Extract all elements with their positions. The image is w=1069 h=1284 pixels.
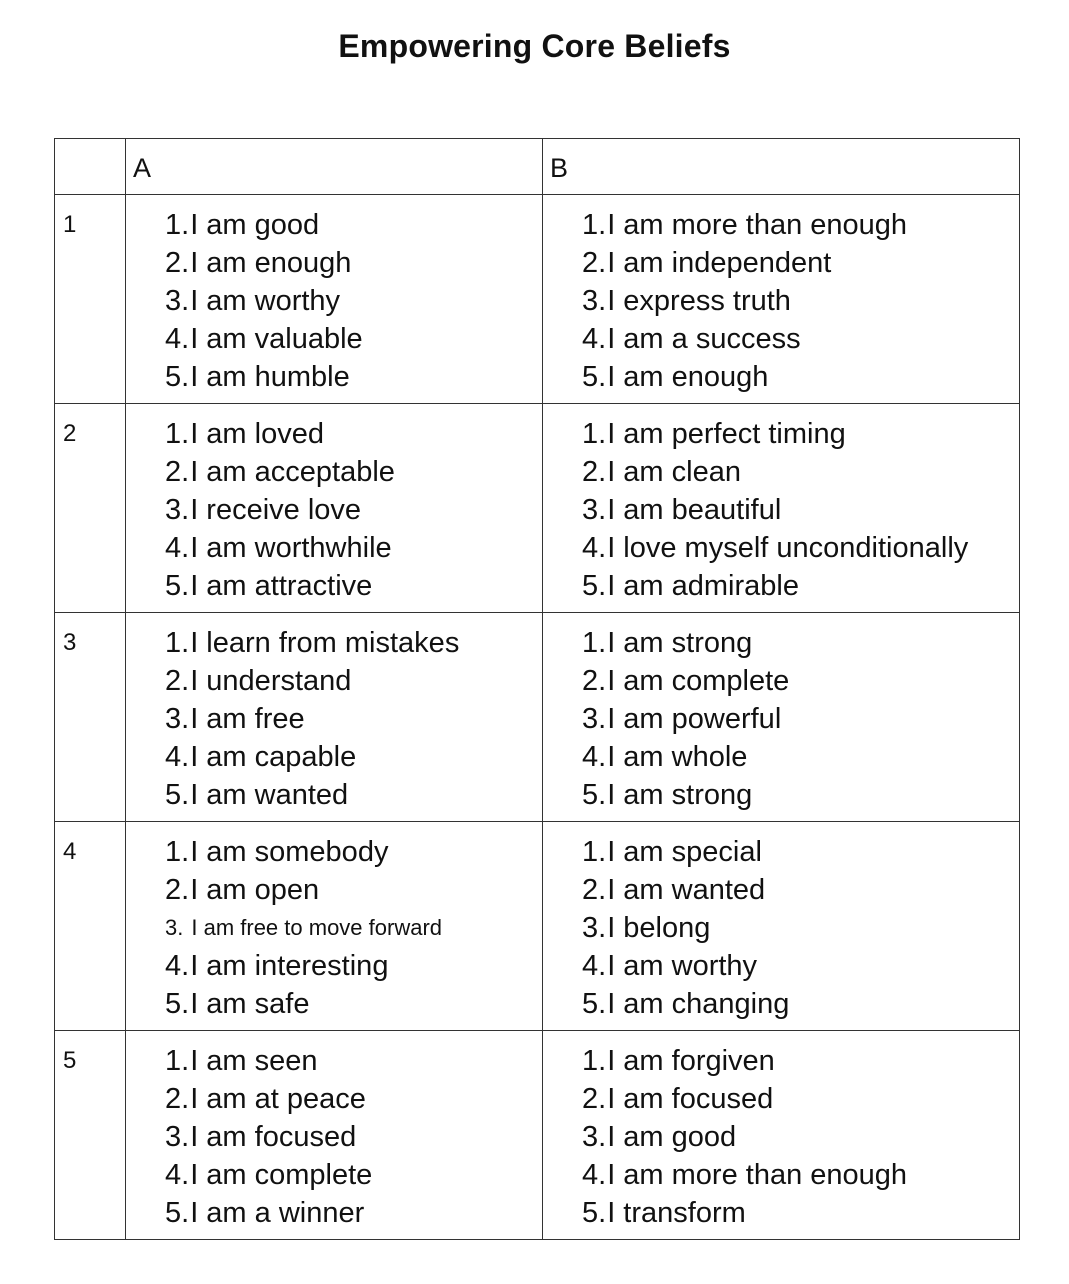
belief-list-item [582,947,1019,985]
belief-list-item [582,282,1019,320]
list-number: 1. [165,627,190,659]
belief-text: I am free [190,703,305,735]
belief-text: I transform [607,1197,746,1229]
list-number: 5. [165,988,190,1020]
list-number: 2. [165,1083,190,1115]
list-number: 2. [165,247,190,279]
list-number: 4. [165,323,190,355]
list-number: 1. [582,1045,607,1077]
cell-column-b [543,822,1020,1031]
list-number: 5. [165,570,190,602]
list-number: 5. [165,779,190,811]
list-number: 4. [165,1159,190,1191]
belief-text: I am wanted [607,874,766,906]
table-row [55,1031,1020,1240]
belief-text: I am good [607,1121,737,1153]
list-number: 1. [165,418,190,450]
belief-list-item [165,491,542,529]
table-row [55,822,1020,1031]
column-header-a: A [126,139,543,195]
belief-list-item [582,700,1019,738]
list-number: 2. [582,665,607,697]
belief-list-item [165,662,542,700]
belief-text: I am whole [607,741,748,773]
belief-text: I am complete [190,1159,373,1191]
cell-column-a [126,822,543,1031]
table-row [55,195,1020,404]
belief-text: I am at peace [190,1083,366,1115]
belief-text: I am somebody [190,836,389,868]
belief-list [126,404,542,605]
list-number: 5. [582,1197,607,1229]
list-number: 5. [582,988,607,1020]
belief-text: I am admirable [607,570,799,602]
belief-list-item [165,320,542,358]
belief-text: I am strong [607,627,753,659]
belief-text: I am valuable [190,323,363,355]
list-number: 3. [165,494,190,526]
belief-text: I am humble [190,361,350,393]
belief-text: I am interesting [190,950,389,982]
belief-text: I am independent [607,247,832,279]
list-number: 1. [582,627,607,659]
cell-column-b [543,1031,1020,1240]
belief-list-item [582,244,1019,282]
belief-list [543,822,1019,1023]
belief-text: I understand [190,665,352,697]
belief-text: I am focused [607,1083,774,1115]
list-number: 3. [165,703,190,735]
belief-text: I am free to move forward [191,915,443,940]
belief-list-item [165,529,542,567]
list-number: 2. [582,1083,607,1115]
belief-text: I am enough [190,247,352,279]
belief-text: I am complete [607,665,790,697]
belief-list-item [165,1042,542,1080]
belief-text: I am open [190,874,320,906]
list-number: 4. [582,741,607,773]
belief-list [126,613,542,814]
belief-list-item [582,206,1019,244]
belief-list [543,613,1019,814]
list-number: 4. [582,1159,607,1191]
list-number: 1. [582,209,607,241]
belief-text: I am powerful [607,703,782,735]
belief-list-item [165,453,542,491]
belief-list-item [582,567,1019,605]
belief-text: I express truth [607,285,791,317]
belief-list [543,404,1019,605]
belief-list-item [582,624,1019,662]
belief-list-item [165,909,542,947]
belief-text: I learn from mistakes [190,627,460,659]
belief-text: I am safe [190,988,310,1020]
belief-list [126,195,542,396]
belief-text: I am changing [607,988,790,1020]
belief-list-item [165,833,542,871]
belief-list-item [165,776,542,814]
cell-column-b [543,404,1020,613]
belief-list-item [582,1080,1019,1118]
row-number: 1 [55,195,126,404]
row-number: 5 [55,1031,126,1240]
belief-text: I am more than enough [607,1159,908,1191]
header-cell-empty [55,139,126,195]
belief-list-item [582,985,1019,1023]
belief-text: I am focused [190,1121,357,1153]
list-number: 3. [165,915,184,940]
belief-text: I receive love [190,494,362,526]
belief-list-item [582,491,1019,529]
cell-column-b [543,195,1020,404]
list-number: 2. [165,456,190,488]
belief-text: I am worthy [607,950,758,982]
belief-list-item [582,871,1019,909]
belief-list-item [582,453,1019,491]
list-number: 3. [582,285,607,317]
table-row [55,404,1020,613]
column-header-b: B [543,139,1020,195]
belief-list-item [582,320,1019,358]
list-number: 3. [582,912,607,944]
belief-text: I am perfect timing [607,418,846,450]
belief-text: I am wanted [190,779,349,811]
belief-text: I belong [607,912,711,944]
list-number: 5. [582,779,607,811]
belief-list-item [582,529,1019,567]
list-number: 2. [582,456,607,488]
belief-list-item [582,415,1019,453]
belief-list-item [165,1194,542,1232]
list-number: 1. [165,1045,190,1077]
list-number: 5. [165,1197,190,1229]
belief-list-item [165,567,542,605]
belief-list [126,1031,542,1232]
list-number: 4. [165,532,190,564]
belief-list-item [165,415,542,453]
beliefs-table [54,138,1020,1240]
row-number: 3 [55,613,126,822]
belief-list-item [582,1042,1019,1080]
belief-list-item [582,1156,1019,1194]
belief-list-item [582,833,1019,871]
belief-list-item [165,244,542,282]
document-title: Empowering Core Beliefs [338,28,731,64]
belief-text: I am enough [607,361,769,393]
list-number: 1. [165,209,190,241]
row-number: 2 [55,404,126,613]
belief-list [126,822,542,1023]
belief-list-item [582,738,1019,776]
cell-column-a [126,195,543,404]
belief-text: I am more than enough [607,209,908,241]
list-number: 3. [582,703,607,735]
belief-text: I love myself unconditionally [607,532,969,564]
belief-list-item [165,1156,542,1194]
belief-text: I am a winner [190,1197,365,1229]
belief-list-item [582,1118,1019,1156]
cell-column-a [126,404,543,613]
list-number: 4. [165,741,190,773]
list-number: 3. [582,1121,607,1153]
belief-text: I am special [607,836,762,868]
list-number: 4. [165,950,190,982]
belief-list-item [165,871,542,909]
list-number: 1. [165,836,190,868]
belief-list-item [165,1118,542,1156]
list-number: 3. [582,494,607,526]
list-number: 5. [582,361,607,393]
belief-text: I am seen [190,1045,318,1077]
list-number: 3. [165,285,190,317]
table-row [55,613,1020,822]
belief-text: I am forgiven [607,1045,775,1077]
belief-list-item [165,700,542,738]
belief-list-item [165,947,542,985]
list-number: 2. [582,247,607,279]
list-number: 1. [582,836,607,868]
list-number: 5. [165,361,190,393]
list-number: 5. [582,570,607,602]
belief-list-item [165,206,542,244]
belief-text: I am beautiful [607,494,782,526]
belief-list-item [165,1080,542,1118]
cell-column-a [126,1031,543,1240]
belief-list-item [165,358,542,396]
belief-text: I am good [190,209,320,241]
belief-text: I am loved [190,418,324,450]
cell-column-b [543,613,1020,822]
list-number: 2. [165,874,190,906]
row-number: 4 [55,822,126,1031]
list-number: 3. [165,1121,190,1153]
belief-list-item [165,624,542,662]
list-number: 4. [582,323,607,355]
belief-text: I am capable [190,741,357,773]
belief-text: I am worthwhile [190,532,392,564]
list-number: 2. [165,665,190,697]
belief-text: I am acceptable [190,456,395,488]
belief-text: I am worthy [190,285,341,317]
belief-list-item [582,776,1019,814]
list-number: 4. [582,950,607,982]
belief-list-item [582,1194,1019,1232]
belief-text: I am a success [607,323,801,355]
list-number: 4. [582,532,607,564]
belief-list-item [165,282,542,320]
belief-list-item [582,909,1019,947]
cell-column-a [126,613,543,822]
belief-list-item [582,358,1019,396]
table-header-row [55,139,1020,195]
belief-list [543,1031,1019,1232]
list-number: 1. [582,418,607,450]
belief-text: I am clean [607,456,741,488]
belief-text: I am attractive [190,570,373,602]
belief-list [543,195,1019,396]
belief-list-item [582,662,1019,700]
list-number: 2. [582,874,607,906]
belief-list-item [165,738,542,776]
belief-list-item [165,985,542,1023]
belief-text: I am strong [607,779,753,811]
